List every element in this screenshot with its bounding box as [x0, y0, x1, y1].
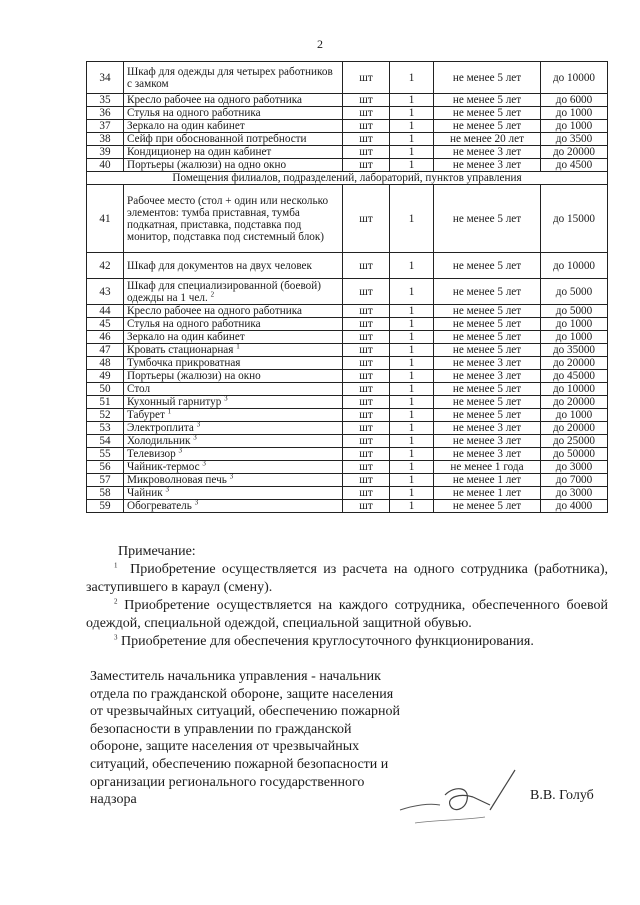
service-term-cell: не менее 1 лет: [434, 474, 541, 487]
unit-cell: шт: [343, 120, 390, 133]
quantity-cell: 1: [390, 383, 434, 396]
service-term-cell: не менее 5 лет: [434, 396, 541, 409]
unit-cell: шт: [343, 448, 390, 461]
item-name: Обогреватель $^3$: [124, 500, 343, 513]
signatory-title-line: организации регионального государственного: [90, 774, 365, 790]
service-term-cell: не менее 5 лет: [434, 344, 541, 357]
item-name: Стулья на одного работника: [124, 318, 343, 331]
footnote-mark: 3: [194, 498, 199, 507]
item-name: Шкаф для специализированной (боевой) одежды на 1 чел. $^2$: [124, 279, 343, 305]
quantity-cell: 1: [390, 107, 434, 120]
service-term-cell: не менее 20 лет: [434, 133, 541, 146]
service-term-cell: не менее 5 лет: [434, 383, 541, 396]
item-name: Тумбочка прикроватная: [124, 357, 343, 370]
service-term-cell: не менее 5 лет: [434, 253, 541, 279]
footnote-mark: 3: [202, 459, 206, 468]
unit-cell: шт: [343, 344, 390, 357]
service-term-cell: не менее 5 лет: [434, 409, 541, 422]
price-cell: до 1000: [541, 120, 608, 133]
table-row: [87, 185, 608, 253]
service-term-cell: не менее 5 лет: [434, 62, 541, 94]
price-cell: до 10000: [541, 383, 608, 396]
price-cell: до 45000: [541, 370, 608, 383]
price-cell: до 3000: [541, 461, 608, 474]
unit-cell: шт: [343, 62, 390, 94]
quantity-cell: 1: [390, 500, 434, 513]
signatory-title-line: безопасности в управлении по гражданской: [90, 721, 352, 737]
item-name: Кресло рабочее на одного работника: [124, 305, 343, 318]
service-term-cell: не менее 3 лет: [434, 159, 541, 172]
item-name: Микроволновая печь $^3$: [124, 474, 343, 487]
price-cell: до 6000: [541, 94, 608, 107]
table-row: [87, 107, 608, 120]
service-term-cell: не менее 5 лет: [434, 279, 541, 305]
table-row: [87, 409, 608, 422]
row-number: 40: [87, 159, 124, 172]
footnote-mark: 3: [196, 420, 201, 429]
table-row: [87, 120, 608, 133]
signatory-title-line: Заместитель начальника управления - начальник: [90, 669, 381, 684]
notes-title: Примечание:: [118, 544, 196, 559]
service-term-cell: не менее 3 лет: [434, 146, 541, 159]
row-number: 59: [87, 500, 124, 513]
row-number: 42: [87, 253, 124, 279]
unit-cell: шт: [343, 133, 390, 146]
signatory-title-line: отдела по гражданской обороне, защите населения: [90, 686, 394, 702]
table-row: [87, 146, 608, 159]
row-number: 36: [87, 107, 124, 120]
price-cell: до 25000: [541, 435, 608, 448]
unit-cell: шт: [343, 383, 390, 396]
notes-section: [86, 543, 608, 651]
equipment-table-body: [87, 62, 608, 513]
item-name: Табурет $^1$: [124, 409, 343, 422]
table-row: [87, 396, 608, 409]
signatory-title-line: от чрезвычайных ситуаций, обеспечению пожарной: [90, 704, 400, 720]
quantity-cell: 1: [390, 409, 434, 422]
item-name: Электроплита $^3$: [124, 422, 343, 435]
table-row: [87, 344, 608, 357]
price-cell: до 3500: [541, 133, 608, 146]
item-name: Рабочее место (стол + один или несколько элементов: тумба приставная, тумба подкатная, приставка, подставка под монитор, подставка под системный блок): [124, 185, 343, 253]
note-1: [86, 561, 608, 597]
quantity-cell: 1: [390, 146, 434, 159]
quantity-cell: 1: [390, 344, 434, 357]
footnote-mark: 3: [224, 394, 228, 403]
unit-cell: шт: [343, 435, 390, 448]
quantity-cell: 1: [390, 448, 434, 461]
row-number: 34: [87, 62, 124, 94]
quantity-cell: 1: [390, 133, 434, 146]
note-2: [86, 597, 608, 633]
service-term-cell: не менее 5 лет: [434, 318, 541, 331]
table-row: [87, 435, 608, 448]
footnote-mark: 3: [178, 446, 183, 455]
quantity-cell: 1: [390, 253, 434, 279]
service-term-cell: не менее 1 года: [434, 461, 541, 474]
quantity-cell: 1: [390, 331, 434, 344]
table-row: [87, 370, 608, 383]
item-name: Телевизор $^3$: [124, 448, 343, 461]
service-term-cell: не менее 5 лет: [434, 331, 541, 344]
unit-cell: шт: [343, 146, 390, 159]
table-row: [87, 94, 608, 107]
row-number: 47: [87, 344, 124, 357]
table-row: [87, 383, 608, 396]
unit-cell: шт: [343, 461, 390, 474]
signatory-title-line: обороне, защите населения от чрезвычайных: [90, 739, 360, 755]
item-name: Портьеры (жалюзи) на окно: [124, 370, 343, 383]
table-row: [87, 318, 608, 331]
item-name: Шкаф для документов на двух человек: [124, 253, 343, 279]
unit-cell: шт: [343, 422, 390, 435]
row-number: 50: [87, 383, 124, 396]
unit-cell: шт: [343, 305, 390, 318]
section-header-row: [87, 172, 608, 185]
item-name: Чайник $^3$: [124, 487, 343, 500]
row-number: 35: [87, 94, 124, 107]
service-term-cell: не менее 3 лет: [434, 435, 541, 448]
price-cell: до 4000: [541, 500, 608, 513]
item-name: Чайник-термос $^3$: [124, 461, 343, 474]
unit-cell: шт: [343, 94, 390, 107]
service-term-cell: не менее 3 лет: [434, 448, 541, 461]
table-row: [87, 133, 608, 146]
footnote-mark: 3: [193, 433, 197, 442]
item-name: Кровать стационарная $^1$: [124, 344, 343, 357]
unit-cell: шт: [343, 185, 390, 253]
quantity-cell: 1: [390, 94, 434, 107]
unit-cell: шт: [343, 318, 390, 331]
service-term-cell: не менее 1 лет: [434, 487, 541, 500]
quantity-cell: 1: [390, 487, 434, 500]
item-name: Стол: [124, 383, 343, 396]
service-term-cell: не менее 3 лет: [434, 357, 541, 370]
service-term-cell: не менее 5 лет: [434, 305, 541, 318]
service-term-cell: не менее 5 лет: [434, 120, 541, 133]
item-name: Кресло рабочее на одного работника: [124, 94, 343, 107]
item-name: Кухонный гарнитур $^3$: [124, 396, 343, 409]
item-name: Зеркало на один кабинет: [124, 120, 343, 133]
item-name: Сейф при обоснованной потребности: [124, 133, 343, 146]
footnote-mark: 1: [236, 342, 240, 351]
price-cell: до 50000: [541, 448, 608, 461]
price-cell: до 20000: [541, 146, 608, 159]
unit-cell: шт: [343, 357, 390, 370]
table-row: [87, 62, 608, 94]
section-title: Помещения филиалов, подразделений, лабораторий, пунктов управления: [87, 172, 608, 185]
item-name: Шкаф для одежды для четырех работников с замком: [124, 62, 343, 94]
quantity-cell: 1: [390, 279, 434, 305]
service-term-cell: не менее 5 лет: [434, 107, 541, 120]
footnote-mark: 1: [167, 407, 172, 416]
row-number: 37: [87, 120, 124, 133]
row-number: 41: [87, 185, 124, 253]
table-row: [87, 448, 608, 461]
service-term-cell: не менее 5 лет: [434, 94, 541, 107]
quantity-cell: 1: [390, 185, 434, 253]
row-number: 39: [87, 146, 124, 159]
row-number: 49: [87, 370, 124, 383]
unit-cell: шт: [343, 279, 390, 305]
price-cell: до 35000: [541, 344, 608, 357]
unit-cell: шт: [343, 500, 390, 513]
note-1-mark: 1: [114, 561, 118, 570]
quantity-cell: 1: [390, 461, 434, 474]
unit-cell: шт: [343, 331, 390, 344]
unit-cell: шт: [343, 253, 390, 279]
footnote-mark: 2: [210, 289, 215, 298]
row-number: 43: [87, 279, 124, 305]
row-number: 51: [87, 396, 124, 409]
service-term-cell: не менее 5 лет: [434, 185, 541, 253]
price-cell: до 1000: [541, 318, 608, 331]
table-row: [87, 331, 608, 344]
signatory-title: [90, 668, 420, 809]
unit-cell: шт: [343, 474, 390, 487]
row-number: 45: [87, 318, 124, 331]
signatory-title-line: надзора: [90, 792, 137, 808]
price-cell: до 10000: [541, 253, 608, 279]
table-row: [87, 487, 608, 500]
row-number: 54: [87, 435, 124, 448]
price-cell: до 20000: [541, 422, 608, 435]
service-term-cell: не менее 3 лет: [434, 370, 541, 383]
quantity-cell: 1: [390, 120, 434, 133]
price-cell: до 5000: [541, 279, 608, 305]
price-cell: до 5000: [541, 305, 608, 318]
footnote-mark: 3: [165, 485, 169, 494]
row-number: 38: [87, 133, 124, 146]
quantity-cell: 1: [390, 474, 434, 487]
price-cell: до 10000: [541, 62, 608, 94]
page-number: 2: [317, 37, 323, 51]
unit-cell: шт: [343, 487, 390, 500]
note-1-text: Приобретение осуществляется из расчета на одного сотрудника (работника), заступившего в караул (смену).: [86, 562, 608, 595]
equipment-table: [86, 61, 608, 513]
handwritten-signature: [395, 765, 535, 835]
quantity-cell: 1: [390, 159, 434, 172]
row-number: 58: [87, 487, 124, 500]
quantity-cell: 1: [390, 318, 434, 331]
price-cell: до 7000: [541, 474, 608, 487]
row-number: 57: [87, 474, 124, 487]
table-row: [87, 500, 608, 513]
table-row: [87, 305, 608, 318]
quantity-cell: 1: [390, 62, 434, 94]
row-number: 48: [87, 357, 124, 370]
row-number: 44: [87, 305, 124, 318]
unit-cell: шт: [343, 159, 390, 172]
note-2-text: Приобретение осуществляется на каждого сотрудника, обеспеченного боевой одеждой, специальной одеждой, специальной защитной обувью.: [86, 598, 609, 631]
quantity-cell: 1: [390, 305, 434, 318]
table-row: [87, 357, 608, 370]
table-row: [87, 253, 608, 279]
note-3: [86, 633, 608, 651]
price-cell: до 20000: [541, 357, 608, 370]
unit-cell: шт: [343, 396, 390, 409]
note-3-text: Приобретение для обеспечения круглосуточного функционирования.: [121, 634, 534, 649]
row-number: 55: [87, 448, 124, 461]
price-cell: до 1000: [541, 107, 608, 120]
item-name: Стулья на одного работника: [124, 107, 343, 120]
quantity-cell: 1: [390, 370, 434, 383]
service-term-cell: не менее 5 лет: [434, 500, 541, 513]
footnote-mark: 3: [229, 472, 234, 481]
price-cell: до 20000: [541, 396, 608, 409]
price-cell: до 4500: [541, 159, 608, 172]
row-number: 52: [87, 409, 124, 422]
item-name: Холодильник $^3$: [124, 435, 343, 448]
unit-cell: шт: [343, 370, 390, 383]
quantity-cell: 1: [390, 396, 434, 409]
price-cell: до 15000: [541, 185, 608, 253]
signatory-title-line: ситуаций, обеспечению пожарной безопасности и: [90, 756, 389, 772]
unit-cell: шт: [343, 107, 390, 120]
item-name: Кондиционер на один кабинет: [124, 146, 343, 159]
signatory-name: В.В. Голуб: [530, 788, 594, 803]
table-row: [87, 461, 608, 474]
note-2-mark: 2: [114, 597, 118, 606]
table-row: [87, 422, 608, 435]
row-number: 46: [87, 331, 124, 344]
row-number: 53: [87, 422, 124, 435]
price-cell: до 1000: [541, 331, 608, 344]
row-number: 56: [87, 461, 124, 474]
quantity-cell: 1: [390, 422, 434, 435]
price-cell: до 1000: [541, 409, 608, 422]
quantity-cell: 1: [390, 435, 434, 448]
table-row: [87, 279, 608, 305]
price-cell: до 3000: [541, 487, 608, 500]
table-row: [87, 159, 608, 172]
unit-cell: шт: [343, 409, 390, 422]
note-3-mark: 3: [114, 633, 118, 642]
item-name: Зеркало на один кабинет: [124, 331, 343, 344]
quantity-cell: 1: [390, 357, 434, 370]
service-term-cell: не менее 3 лет: [434, 422, 541, 435]
item-name: Портьеры (жалюзи) на одно окно: [124, 159, 343, 172]
